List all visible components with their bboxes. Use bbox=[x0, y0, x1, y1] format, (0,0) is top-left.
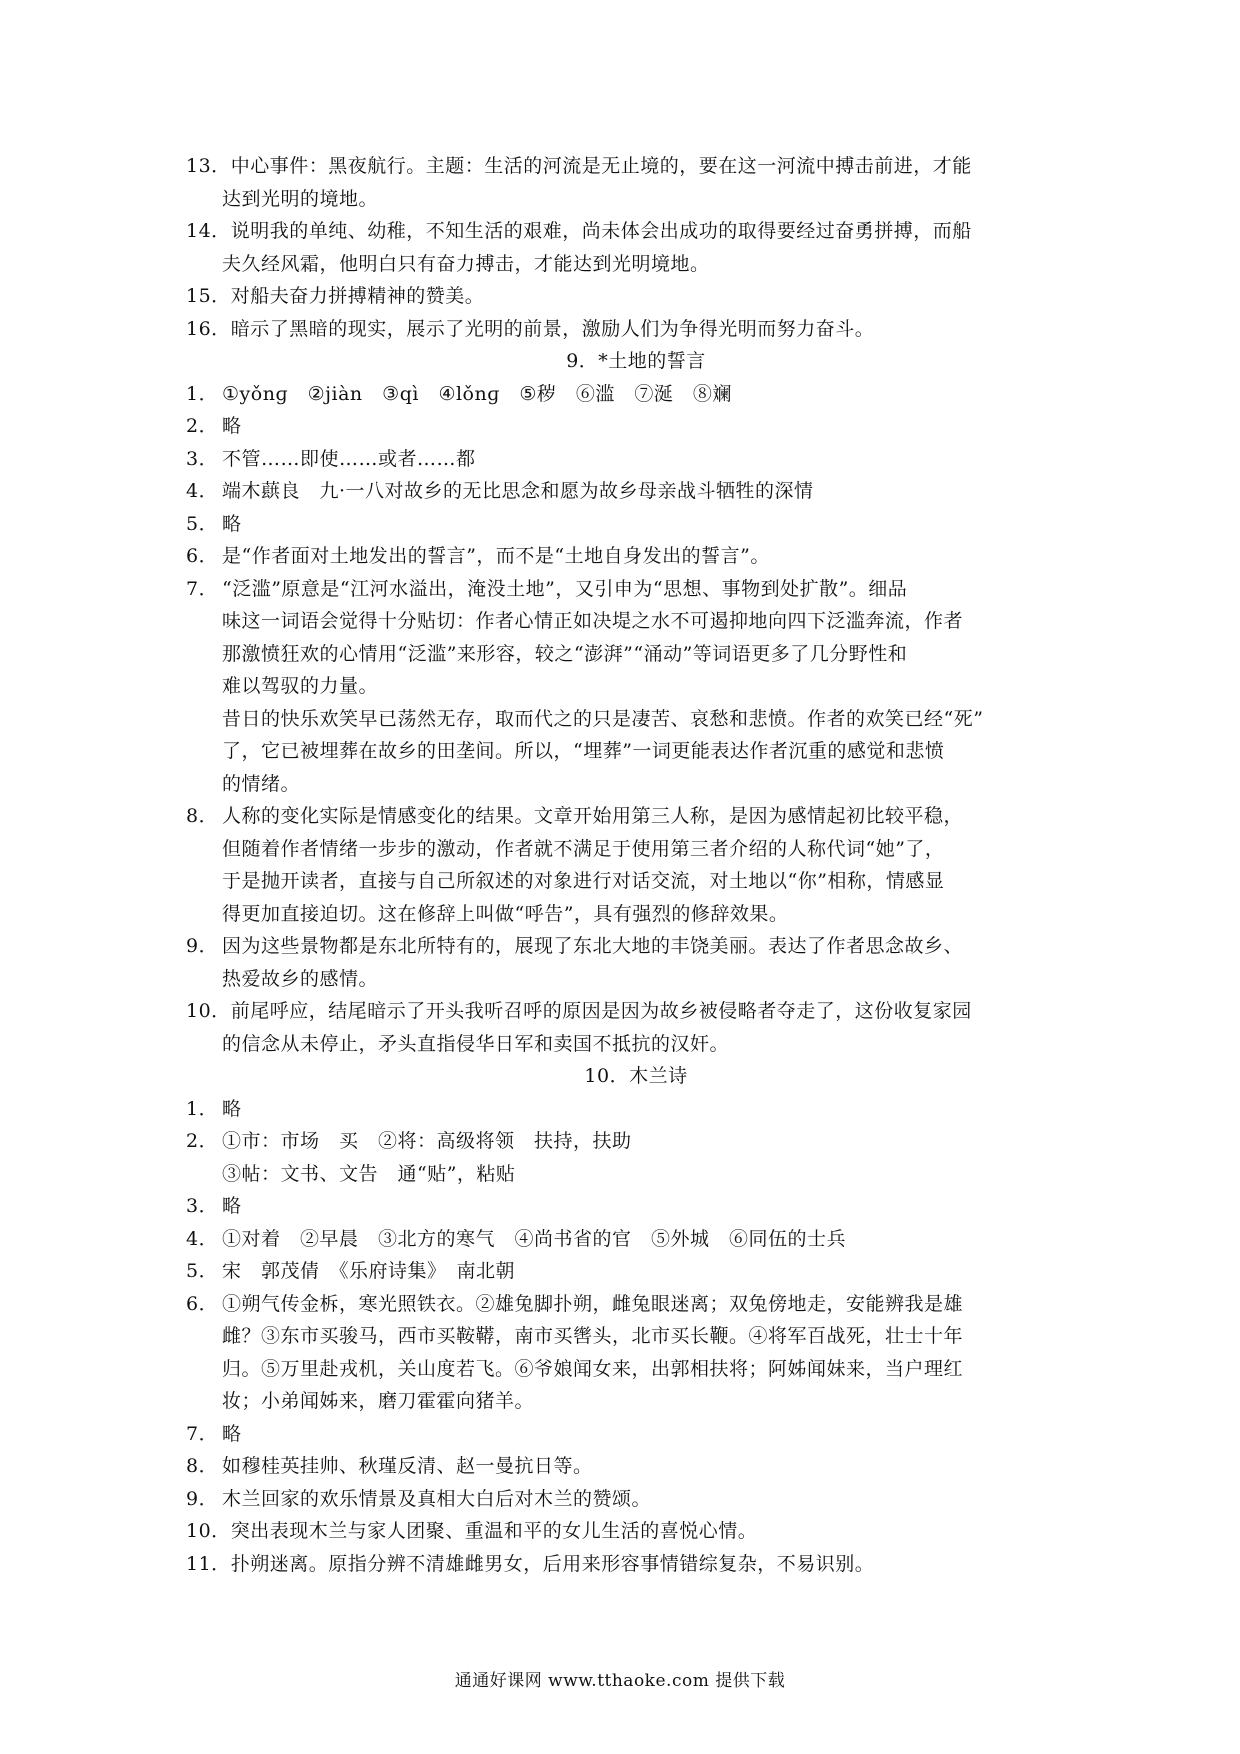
answer-item bbox=[186, 1548, 1086, 1581]
answer-item bbox=[186, 410, 1086, 443]
answer-item bbox=[186, 995, 1086, 1028]
answer-continuation-line: 夫久经风霜，他明白只有奋力搏击，才能达到光明境地。 bbox=[222, 252, 710, 275]
answer-continuation-line: 得更加直接迫切。这在修辞上叫做“呼告”，具有强烈的修辞效果。 bbox=[222, 902, 789, 925]
answer-number: 14． bbox=[186, 220, 231, 242]
answer-item bbox=[186, 1418, 1086, 1451]
answer-number: 8． bbox=[186, 1455, 219, 1477]
answer-number: 4． bbox=[186, 480, 219, 502]
answer-continuation-line: 味这一词语会觉得十分贴切：作者心情正如决堤之水不可遏抑地向四下泛滥奔流，作者 bbox=[222, 610, 964, 632]
answer-continuation-line: ③帖：文书、文告 通“贴”，粘贴 bbox=[222, 1162, 516, 1185]
answers-section-8-continued bbox=[186, 150, 1086, 345]
answer-first-line: 暗示了黑暗的现实，展示了光明的前景，激励人们为争得光明而努力奋斗。 bbox=[230, 317, 875, 340]
answer-number: 2． bbox=[186, 1130, 219, 1152]
answer-first-line: 宋 郭茂倩 《乐府诗集》 南北朝 bbox=[222, 1260, 516, 1282]
answer-number: 3． bbox=[186, 1195, 219, 1217]
answers-section-9 bbox=[186, 378, 1086, 1061]
answer-item bbox=[186, 1483, 1086, 1516]
answer-first-line: 对船夫奋力拼搏精神的赞美。 bbox=[230, 285, 485, 307]
answer-first-line: 略 bbox=[222, 1097, 242, 1120]
answer-number: 3． bbox=[186, 447, 219, 470]
answer-number: 5． bbox=[186, 1260, 219, 1282]
answer-continuation-line: 昔日的快乐欢笑早已荡然无存，取而代之的只是凄苦、哀愁和悲愤。作者的欢笑已经“死” bbox=[222, 707, 984, 730]
answer-item bbox=[186, 215, 1086, 248]
answer-continuation-line: 雌？③东市买骏马，西市买鞍鞯，南市买辔头，北市买长鞭。④将军百战死，壮士十年 bbox=[222, 1325, 964, 1347]
answer-continuation-line: 达到光明的境地。 bbox=[222, 187, 379, 210]
answer-item bbox=[186, 1125, 1086, 1158]
answer-first-line: 略 bbox=[222, 512, 242, 535]
answer-item bbox=[186, 1190, 1086, 1223]
answer-item bbox=[186, 540, 1086, 573]
answer-item bbox=[186, 1223, 1086, 1256]
answer-continuation-line: 于是抛开读者，直接与自己所叙述的对象进行对话交流，对土地以“你”相称，情感显 bbox=[222, 870, 945, 892]
answer-item bbox=[186, 508, 1086, 541]
section-9-title: 9．*土地的誓言 bbox=[566, 350, 706, 372]
answer-continuation-line: 的信念从未停止，矛头直指侵华日军和卖国不抵抗的汉奸。 bbox=[222, 1032, 730, 1055]
answer-item bbox=[186, 313, 1086, 346]
footer-credit: 通通好课网 www.tthaoke.com 提供下载 bbox=[454, 1671, 786, 1691]
answer-first-line: 不管……即使……或者……都 bbox=[222, 447, 476, 470]
answer-item bbox=[186, 1093, 1086, 1126]
answer-first-line: 前尾呼应，结尾暗示了开头我听召呼的原因是因为故乡被侵略者夺走了，这份收复家园 bbox=[230, 1000, 972, 1022]
answer-number: 6． bbox=[186, 545, 219, 567]
answer-number: 7． bbox=[186, 577, 219, 600]
answer-first-line: 说明我的单纯、幼稚，不知生活的艰难，尚未体会出成功的取得要经过奋勇拼搏，而船 bbox=[230, 220, 972, 242]
answer-number: 15． bbox=[186, 285, 231, 307]
answer-number: 4． bbox=[186, 1227, 219, 1250]
answer-continuation-line: 归。⑤万里赴戎机，关山度若飞。⑥爷娘闻女来，出郭相扶将；阿姊闻妹来，当户理红 bbox=[222, 1357, 964, 1380]
answer-first-line: 略 bbox=[222, 1422, 242, 1445]
section-10-title: 10．木兰诗 bbox=[584, 1065, 688, 1087]
answer-item bbox=[186, 150, 1086, 183]
answer-number: 2． bbox=[186, 415, 219, 437]
answer-first-line: 端木蕻良 九·一八对故乡的无比思念和愿为故乡母亲战斗牺牲的深情 bbox=[222, 480, 814, 502]
answer-number: 5． bbox=[186, 512, 219, 535]
answer-first-line: 中心事件：黑夜航行。主题：生活的河流是无止境的，要在这一河流中搏击前进，才能 bbox=[230, 155, 972, 177]
answer-continuation-line: 那激愤狂欢的心情用“泛滥”来形容，较之“澎湃”“涌动”等词语更多了几分野性和 bbox=[222, 642, 908, 665]
answer-item bbox=[186, 1515, 1086, 1548]
answer-first-line: 略 bbox=[222, 415, 242, 437]
answer-continuation-line: 热爱故乡的感情。 bbox=[222, 967, 379, 990]
answer-number: 10． bbox=[186, 1520, 231, 1542]
answer-page bbox=[186, 150, 1086, 1580]
answer-first-line: 略 bbox=[222, 1195, 242, 1217]
answer-first-line: 突出表现木兰与家人团聚、重温和平的女儿生活的喜悦心情。 bbox=[230, 1520, 758, 1542]
answer-item bbox=[186, 1450, 1086, 1483]
answer-item bbox=[186, 475, 1086, 508]
answer-item bbox=[186, 378, 1086, 411]
answer-item bbox=[186, 280, 1086, 313]
answers-section-10 bbox=[186, 1093, 1086, 1581]
answer-continuation-line: 了，它已被埋葬在故乡的田垄间。所以，“埋葬”一词更能表达作者沉重的感觉和悲愤 bbox=[222, 740, 945, 762]
answer-item bbox=[186, 1255, 1086, 1288]
answer-continuation-line: 的情绪。 bbox=[222, 772, 301, 795]
answer-first-line: 因为这些景物都是东北所特有的，展现了东北大地的丰饶美丽。表达了作者思念故乡、 bbox=[222, 935, 964, 957]
answer-first-line: ①市：市场 买 ②将：高级将领 扶持，扶助 bbox=[222, 1130, 632, 1152]
answer-number: 1． bbox=[186, 1097, 219, 1120]
answer-number: 8． bbox=[186, 805, 219, 827]
answer-number: 16． bbox=[186, 317, 231, 340]
answer-first-line: 人称的变化实际是情感变化的结果。文章开始用第三人称，是因为感情起初比较平稳， bbox=[222, 805, 964, 827]
answer-number: 10． bbox=[186, 1000, 231, 1022]
answer-continuation-line: 难以驾驭的力量。 bbox=[222, 675, 379, 697]
answer-continuation-line: 但随着作者情绪一步步的激动，作者就不满足于使用第三者介绍的人称代词“她”了， bbox=[222, 837, 945, 860]
answer-first-line: 如穆桂英挂帅、秋瑾反清、赵一曼抗日等。 bbox=[222, 1455, 593, 1477]
answer-number: 6． bbox=[186, 1292, 219, 1315]
answer-continuation-line: 妆；小弟闻姊来，磨刀霍霍向猪羊。 bbox=[222, 1390, 535, 1412]
answer-item bbox=[186, 573, 1086, 606]
answer-first-line: ①yǒnɡ ②jiàn ③qì ④lǒnɡ ⑤秽 ⑥滥 ⑦涎 ⑧斓 bbox=[222, 382, 732, 405]
answer-first-line: 扑朔迷离。原指分辨不清雄雌男女，后用来形容事情错综复杂，不易识别。 bbox=[230, 1552, 875, 1575]
answer-number: 9． bbox=[186, 935, 219, 957]
answer-number: 1． bbox=[186, 382, 219, 405]
answer-first-line: “泛滥”原意是“江河水溢出，淹没土地”，又引申为“思想、事物到处扩散”。细品 bbox=[222, 577, 908, 600]
answer-item bbox=[186, 930, 1086, 963]
answer-first-line: 是“作者面对土地发出的誓言”，而不是“土地自身发出的誓言”。 bbox=[222, 545, 770, 567]
answer-number: 11． bbox=[186, 1552, 231, 1575]
answer-number: 7． bbox=[186, 1422, 219, 1445]
answer-item bbox=[186, 1288, 1086, 1321]
answer-first-line: 木兰回家的欢乐情景及真相大白后对木兰的赞颂。 bbox=[222, 1487, 652, 1510]
answer-number: 13． bbox=[186, 155, 231, 177]
answer-first-line: ①朔气传金柝，寒光照铁衣。②雄兔脚扑朔，雌兔眼迷离；双兔傍地走，安能辨我是雄 bbox=[222, 1292, 964, 1315]
answer-item bbox=[186, 800, 1086, 833]
answer-item bbox=[186, 443, 1086, 476]
answer-first-line: ①对着 ②早晨 ③北方的寒气 ④尚书省的官 ⑤外城 ⑥同伍的士兵 bbox=[222, 1227, 847, 1250]
answer-number: 9． bbox=[186, 1487, 219, 1510]
